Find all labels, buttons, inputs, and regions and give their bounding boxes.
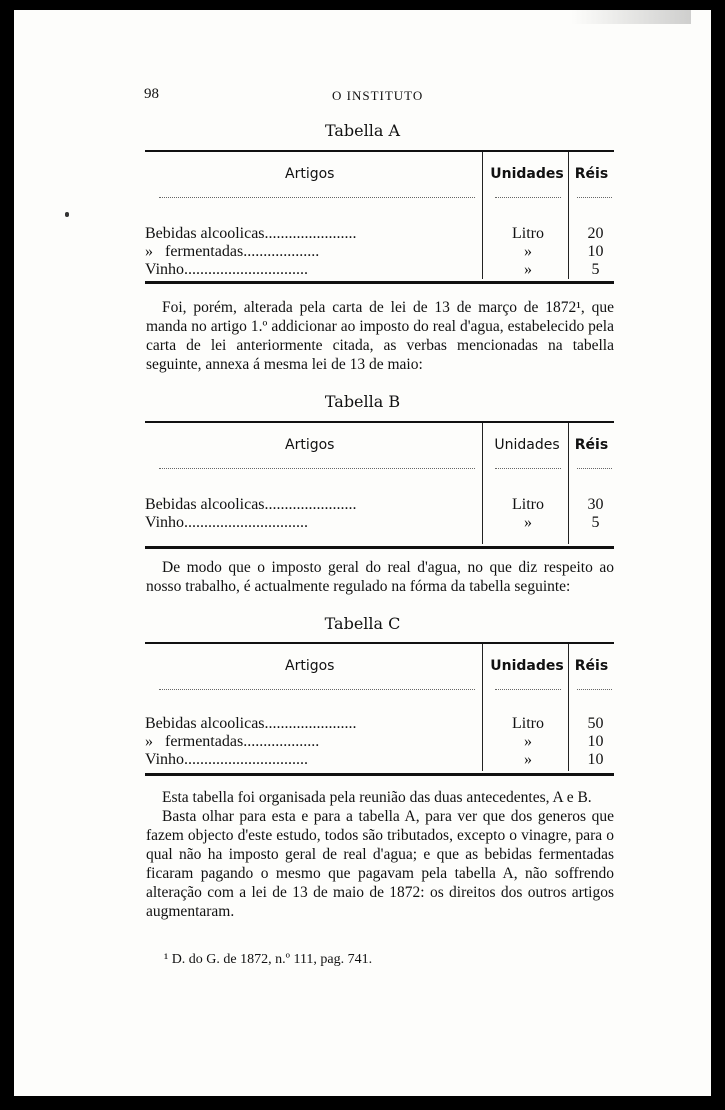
cell-unidade: » [524,243,532,260]
table-row [145,225,614,243]
cell-artigo: Bebidas alcoolicas....................... [145,225,357,242]
column-header-artigos: Artigos [285,166,335,182]
cell-artigo: Bebidas alcoolicas....................... [145,715,357,732]
column-header-reis: Réis [574,437,609,453]
footnote: ¹ D. do G. de 1872, n.º 111, pag. 741. [164,952,373,967]
cell-unidade: » [524,733,532,750]
table-bottom-rule [145,773,614,776]
paragraph: Foi, porém, alterada pela carta de lei de 13 de março de 1872¹, que manda no artigo 1.º addicionar ao imposto do real d'agua, estabelecido pela carta de lei anteriormente citada, as verbas mencionadas na tabella seguinte, annexa á mesma lei de 13 de maio: [146,299,614,373]
header-rule [577,193,612,198]
page-number: 98 [144,86,159,102]
table-row [145,496,614,514]
cell-unidade: » [524,514,532,531]
header-rule [495,193,561,198]
column-header-unidades: Unidades [490,166,564,182]
table-c [145,642,614,776]
cell-unidade: » [524,751,532,768]
table-row [145,751,614,769]
paragraph: Esta tabella foi organisada pela reunião das duas antecedentes, A e B. [162,789,592,806]
column-header-unidades: Unidades [490,658,564,674]
cell-reis: 20 [587,225,604,242]
header-rule [159,193,475,198]
column-header-artigos: Artigos [285,658,335,674]
paragraph: De modo que o imposto geral do real d'agua, no que diz respeito ao nosso trabalho, é actualmente regulado na fórma da tabella seguinte: [146,559,614,595]
running-title: O INSTITUTO [332,88,424,103]
table-row [145,514,614,532]
cell-reis: 5 [591,261,600,278]
scan-speck [65,212,69,217]
table-b [145,421,614,549]
header-rule [577,464,612,469]
cell-artigo: Vinho............................... [145,261,309,278]
cell-artigo: Vinho............................... [145,751,309,768]
cell-unidade: » [524,261,532,278]
header-rule [495,685,561,690]
table-bottom-rule [145,281,614,284]
cell-reis: 10 [587,733,604,750]
column-header-unidades: Unidades [494,437,560,453]
cell-artigo: Vinho............................... [145,514,309,531]
table-a-title: Tabella A [324,121,401,140]
scan-artifact [571,10,691,24]
table-a [145,150,614,284]
table-row [145,261,614,279]
header-rule [159,685,475,690]
cell-unidade: Litro [512,496,544,513]
header-rule [495,464,561,469]
table-row [145,733,614,751]
table-bottom-rule [145,546,614,549]
table-row [145,243,614,261]
header-rule [159,464,475,469]
cell-unidade: Litro [512,715,544,732]
table-top-rule [145,421,614,423]
paragraph: Basta olhar para esta e para a tabella A, para ver que dos generos que fazem objecto d'este estudo, todos são tributados, excepto o vinagre, para o qual não ha imposto geral de real d'agua; e que as bebidas fermentadas ficaram pagando o mesmo que pagavam pela tabella A, não soffrendo alteração com a lei de 13 de maio de 1872: os direitos dos outros artigos augmentaram. [146,808,614,920]
table-top-rule [145,642,614,644]
column-header-artigos: Artigos [285,437,335,453]
cell-artigo: » fermentadas................... [145,243,320,260]
cell-reis: 50 [587,715,604,732]
table-c-title: Tabella C [324,614,401,633]
cell-artigo: » fermentadas................... [145,733,320,750]
paragraph-block [146,788,614,921]
table-row [145,715,614,733]
cell-unidade: Litro [512,225,544,242]
cell-artigo: Bebidas alcoolicas....................... [145,496,357,513]
table-top-rule [145,150,614,152]
table-b-title: Tabella B [324,392,401,411]
column-header-reis: Réis [574,658,609,674]
cell-reis: 10 [587,751,604,768]
header-rule [577,685,612,690]
cell-reis: 10 [587,243,604,260]
cell-reis: 5 [591,514,600,531]
document-page [14,10,711,1096]
cell-reis: 30 [587,496,604,513]
column-header-reis: Réis [574,166,609,182]
